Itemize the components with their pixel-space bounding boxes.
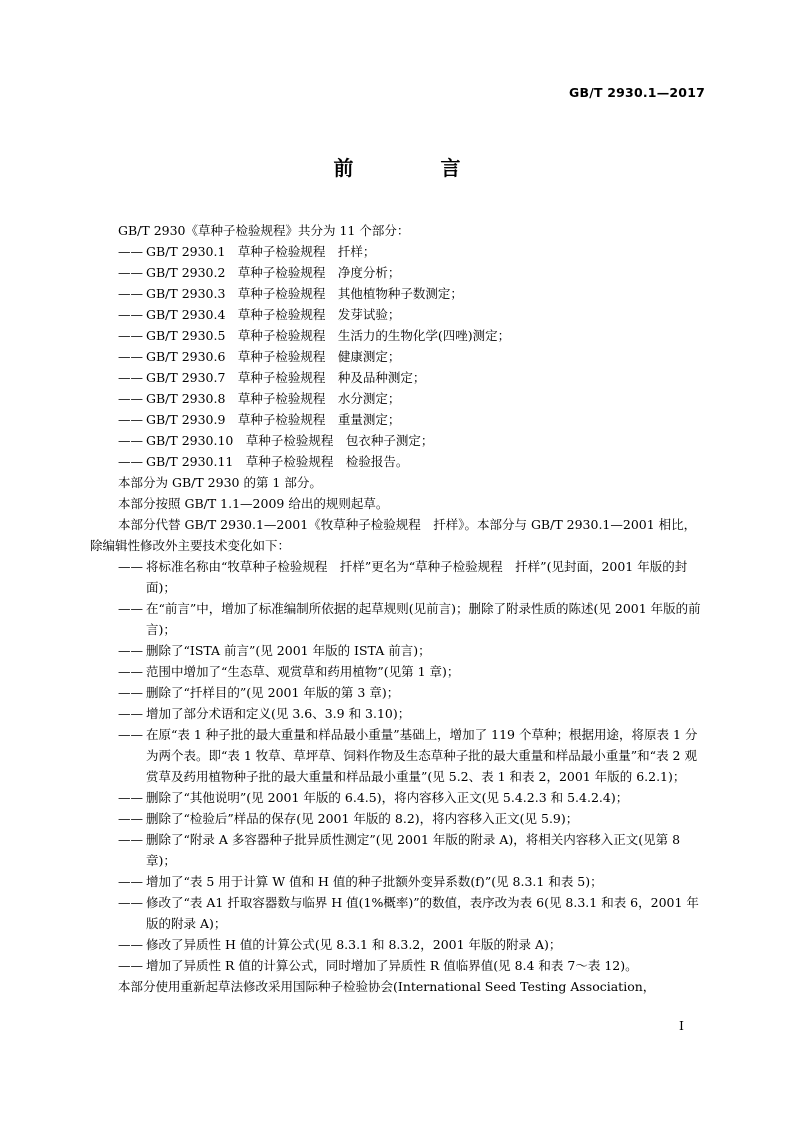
list-item: —— 删除了“检验后”样品的保存(见 2001 年版的 8.2)，将内容移入正文(见 5.9)； — [118, 811, 579, 826]
list-item: —— 修改了异质性 H 值的计算公式(见 8.3.1 和 8.3.2，2001 年版的附录 A)； — [118, 937, 562, 952]
list-item: —— GB/T 2930.4 草种子检验规程 发芽试验； — [118, 307, 401, 322]
list-item: —— GB/T 2930.1 草种子检验规程 扦样； — [118, 244, 376, 259]
list-item: —— 删除了“ISTA 前言”(见 2001 年版的 ISTA 前言)； — [118, 643, 431, 658]
list-item: —— 在原“表 1 种子批的最大重量和样品最小重量”基础上，增加了 119 个草种；根据用途，将原表 1 分为两个表。即“表 1 牧草、草坪草、饲料作物及生态草种子批的最大重量和样品最小重量”和“表 2 观赏草及药用植物种子批的最大重量和样品最小重量”(见 5.2、表 1 和表 2，2001 年版的 6.2.1)； — [118, 727, 698, 784]
list-item: —— 增加了“表 5 用于计算 W 值和 H 值的种子批额外变异系数(f)”(见 8.3.1 和表 5)； — [118, 874, 603, 889]
list-item: —— GB/T 2930.11 草种子检验规程 检验报告。 — [118, 454, 409, 469]
page-title: 前 言 — [333, 156, 501, 180]
list-item: —— GB/T 2930.6 草种子检验规程 健康测定； — [118, 349, 401, 364]
paragraph: 本部分使用重新起草法修改采用国际种子检验协会(International Seed Testing Association， — [118, 979, 656, 994]
list-item: —— 增加了异质性 R 值的计算公式，同时增加了异质性 R 值临界值(见 8.4 和表 7～表 12)。 — [118, 958, 638, 973]
paragraph: 本部分为 GB/T 2930 的第 1 部分。 — [118, 475, 322, 490]
standard-number: GB/T 2930.1—2017 — [569, 85, 705, 100]
changes-list — [90, 556, 708, 976]
parts-list — [90, 241, 708, 472]
list-item: —— 修改了“表 A1 扦取容器数与临界 H 值(1%概率)”的数值，表序改为表 6(见 8.3.1 和表 6，2001 年版的附录 A)； — [118, 895, 699, 931]
list-item: —— GB/T 2930.3 草种子检验规程 其他植物种子数测定； — [118, 286, 463, 301]
list-item: —— GB/T 2930.7 草种子检验规程 种及品种测定； — [118, 370, 426, 385]
page-number: I — [679, 1018, 684, 1033]
list-item: —— 增加了部分术语和定义(见 3.6、3.9 和 3.10)； — [118, 706, 411, 721]
document-body — [90, 220, 708, 997]
intro-paragraph: GB/T 2930《草种子检验规程》共分为 11 个部分： — [118, 223, 410, 238]
list-item: —— GB/T 2930.8 草种子检验规程 水分测定； — [118, 391, 401, 406]
list-item: —— 将标准名称由“牧草种子检验规程 扦样”更名为“草种子检验规程 扦样”(见封面，2001 年版的封面)； — [118, 559, 688, 595]
paragraph: 本部分代替 GB/T 2930.1—2001《牧草种子检验规程 扦样》。本部分与 GB/T 2930.1—2001 相比，除编辑性修改外主要技术变化如下： — [90, 517, 697, 553]
list-item: —— GB/T 2930.10 草种子检验规程 包衣种子测定； — [118, 433, 434, 448]
paragraph: 本部分按照 GB/T 1.1—2009 给出的规则起草。 — [118, 496, 389, 511]
list-item: —— 删除了“扦样目的”(见 2001 年版的第 3 章)； — [118, 685, 400, 700]
list-item: —— 删除了“其他说明”(见 2001 年版的 6.4.5)，将内容移入正文(见 5.4.2.3 和 5.4.2.4)； — [118, 790, 629, 805]
list-item: —— GB/T 2930.5 草种子检验规程 生活力的生物化学(四唑)测定； — [118, 328, 511, 343]
list-item: —— 删除了“附录 A 多容器种子批异质性测定”(见 2001 年版的附录 A)，将相关内容移入正文(见第 8 章)； — [118, 832, 681, 868]
list-item: —— GB/T 2930.2 草种子检验规程 净度分析； — [118, 265, 401, 280]
list-item: —— 在“前言”中，增加了标准编制所依据的起草规则(见前言)；删除了附录性质的陈述(见 2001 年版的前言)； — [118, 601, 701, 637]
list-item: —— GB/T 2930.9 草种子检验规程 重量测定； — [118, 412, 401, 427]
list-item: —— 范围中增加了“生态草、观赏草和药用植物”(见第 1 章)； — [118, 664, 460, 679]
